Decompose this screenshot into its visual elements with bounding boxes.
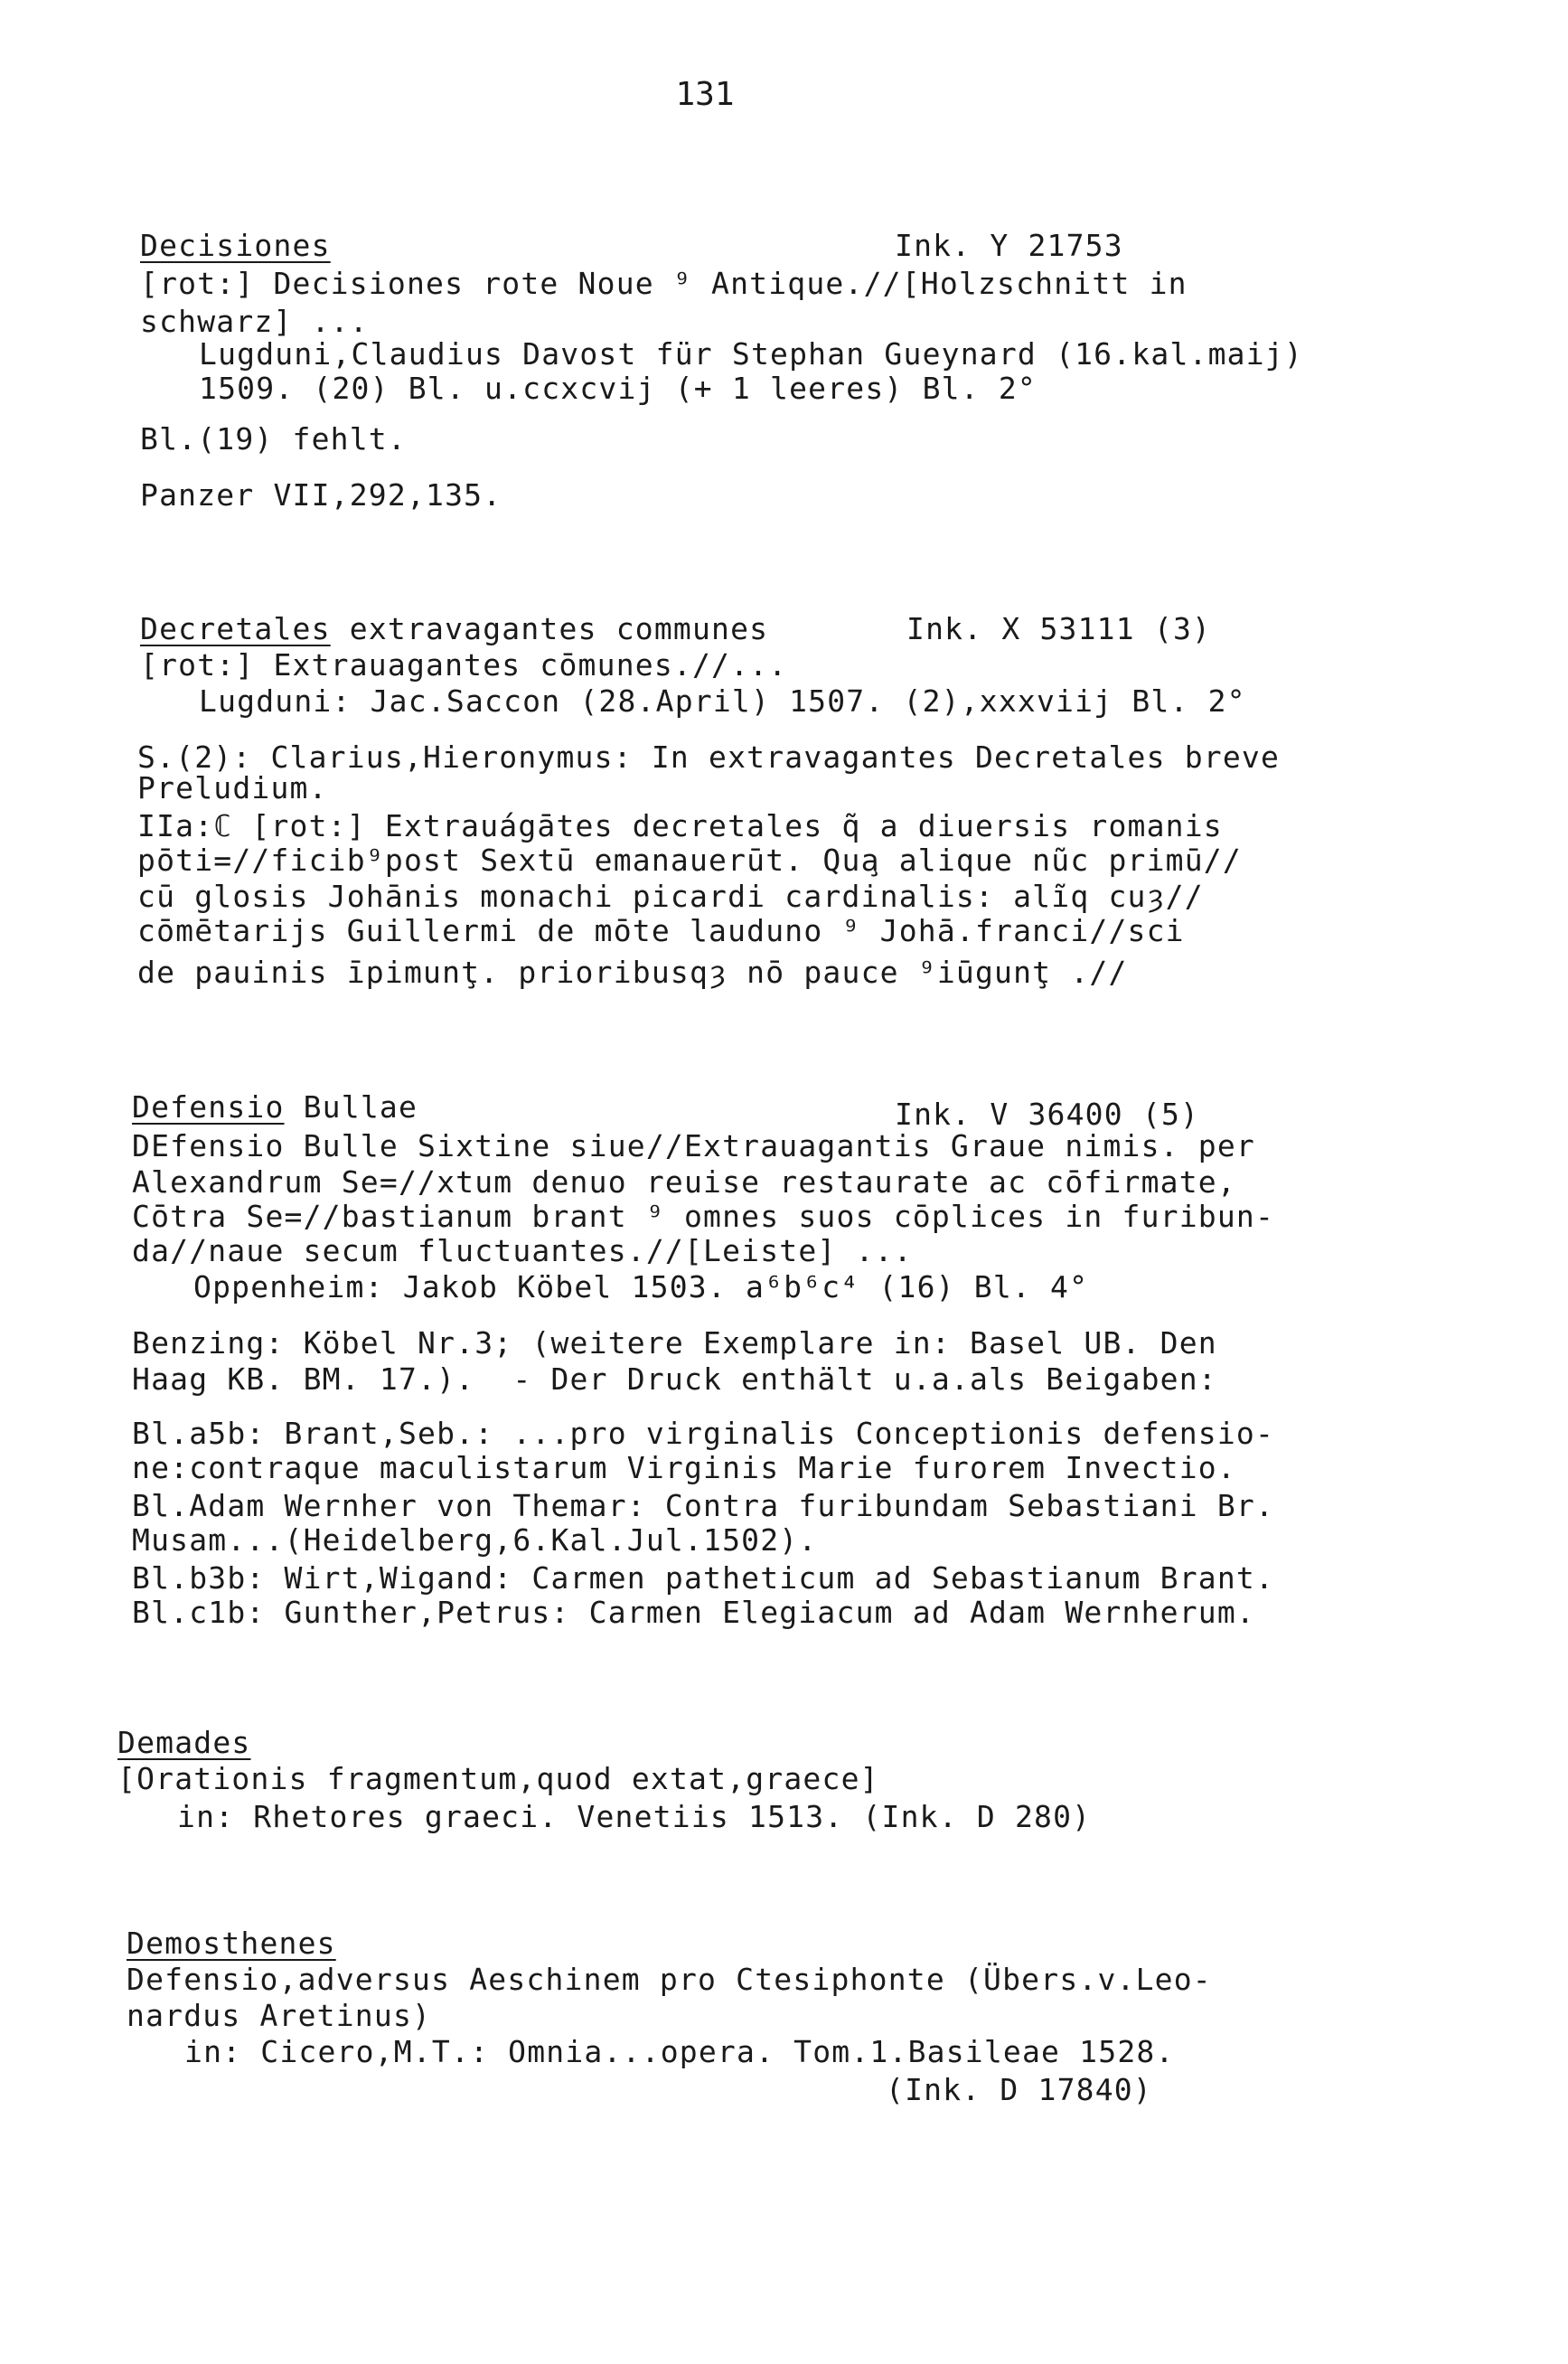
- entry-line: (Ink. D 17840): [886, 2072, 1152, 2107]
- entry-line: da//naue secum fluctuantes.//[Leiste] ...: [132, 1233, 913, 1268]
- entry-line: Panzer VII,292,135.: [140, 477, 502, 513]
- entry-line: Cōtra Se=//bastianum brant ⁹ omnes suos cōplices in furibun-: [132, 1199, 1275, 1234]
- entry-shelfmark: Ink. Y 21753: [895, 228, 1123, 263]
- entry-line: Lugduni,Claudius Davost für Stephan Gueynard (16.kal.maij): [199, 336, 1303, 372]
- entry-line: Bl.(19) fehlt.: [140, 421, 407, 457]
- entry-line: in: Cicero,M.T.: Omnia...opera. Tom.1.Basileae 1528.: [184, 2034, 1175, 2069]
- entry-line: [Orationis fragmentum,quod extat,graece]: [117, 1761, 879, 1796]
- entry-line: schwarz] ...: [140, 304, 369, 339]
- entry-line: Benzing: Köbel Nr.3; (weitere Exemplare in: Basel UB. Den: [132, 1325, 1217, 1361]
- entry-heading-rest: Bullae: [284, 1089, 418, 1125]
- entry-line: [rot:] Extrauagantes cōmunes.//...: [140, 647, 788, 683]
- entry-line: IIa:ℂ [rot:] Extrauágātes decretales q̃ a diuersis romanis: [137, 808, 1223, 843]
- entry-line: in: Rhetores graeci. Venetiis 1513. (Ink. D 280): [177, 1799, 1092, 1834]
- entry-line: Bl.c1b: Gunther,Petrus: Carmen Elegiacum ad Adam Wernherum.: [132, 1595, 1255, 1630]
- entry-shelfmark: Ink. V 36400 (5): [895, 1097, 1200, 1132]
- entry-heading: [140, 228, 331, 264]
- entry-heading: [117, 1725, 250, 1761]
- entry-line: Alexandrum Se=//xtum denuo reuise restaurate ac cōfirmate,: [132, 1164, 1236, 1200]
- entry-heading-keyword: Decretales: [140, 611, 331, 646]
- entry-line: pōti=//ficib⁹post Sextū emanauerūt. Qua̧ alique nũc primū//: [137, 843, 1242, 878]
- entry-heading-keyword: Demosthenes: [127, 1926, 336, 1961]
- entry-line: cū glosis Johānis monachi picardi cardinalis: alĩq cuȝ//: [137, 879, 1204, 914]
- entry-line: cōmētarijs Guillermi de mōte lauduno ⁹ Johā.franci//sci: [137, 913, 1185, 948]
- entry-heading: [140, 611, 768, 647]
- entry-line: [rot:] Decisiones rote Noue ⁹ Antique.//[Holzschnitt in: [140, 266, 1188, 301]
- entry-line: Musam...(Heidelberg,6.Kal.Jul.1502).: [132, 1522, 818, 1558]
- entry-heading-rest: extravagantes communes: [330, 611, 769, 646]
- entry-line: nardus Aretinus): [127, 1998, 432, 2033]
- entry-line: 1509. (20) Bl. u.ccxcvij (+ 1 leeres) Bl. 2°: [199, 371, 1037, 406]
- entry-line: de pauinis īpimunţ. prioribusqȝ nō pauce ⁹iūgunţ .//: [137, 955, 1128, 990]
- entry-line: Preludium.: [137, 770, 328, 805]
- entry-heading-keyword: Decisiones: [140, 228, 331, 263]
- entry-heading-keyword: Demades: [117, 1725, 251, 1760]
- entry-line: ne:contraque maculistarum Virginis Marie furorem Invectio.: [132, 1450, 1236, 1485]
- page-number: 131: [675, 76, 735, 113]
- entry-line: Defensio,adversus Aeschinem pro Ctesiphonte (Übers.v.Leo-: [127, 1962, 1212, 1997]
- entry-line: DEfensio Bulle Sixtine siue//Extrauagantis Graue nimis. per: [132, 1128, 1255, 1163]
- entry-line: Bl.b3b: Wirt,Wigand: Carmen patheticum ad Sebastianum Brant.: [132, 1560, 1275, 1596]
- entry-line: Haag KB. BM. 17.). - Der Druck enthält u.a.als Beigaben:: [132, 1361, 1217, 1397]
- entry-heading-keyword: Defensio: [132, 1089, 285, 1125]
- entry-shelfmark: Ink. X 53111 (3): [906, 611, 1212, 646]
- entry-heading: [127, 1926, 336, 1962]
- entry-heading: [132, 1089, 418, 1125]
- entry-line: S.(2): Clarius,Hieronymus: In extravagantes Decretales breve: [137, 739, 1281, 775]
- entry-line: Oppenheim: Jakob Köbel 1503. a⁶b⁶c⁴ (16) Bl. 4°: [193, 1269, 1089, 1304]
- entry-line: Lugduni: Jac.Saccon (28.April) 1507. (2),xxxviij Bl. 2°: [199, 683, 1246, 719]
- entry-line: Bl.a5b: Brant,Seb.: ...pro virginalis Conceptionis defensio-: [132, 1416, 1275, 1451]
- entry-line: Bl.Adam Wernher von Themar: Contra furibundam Sebastiani Br.: [132, 1488, 1275, 1523]
